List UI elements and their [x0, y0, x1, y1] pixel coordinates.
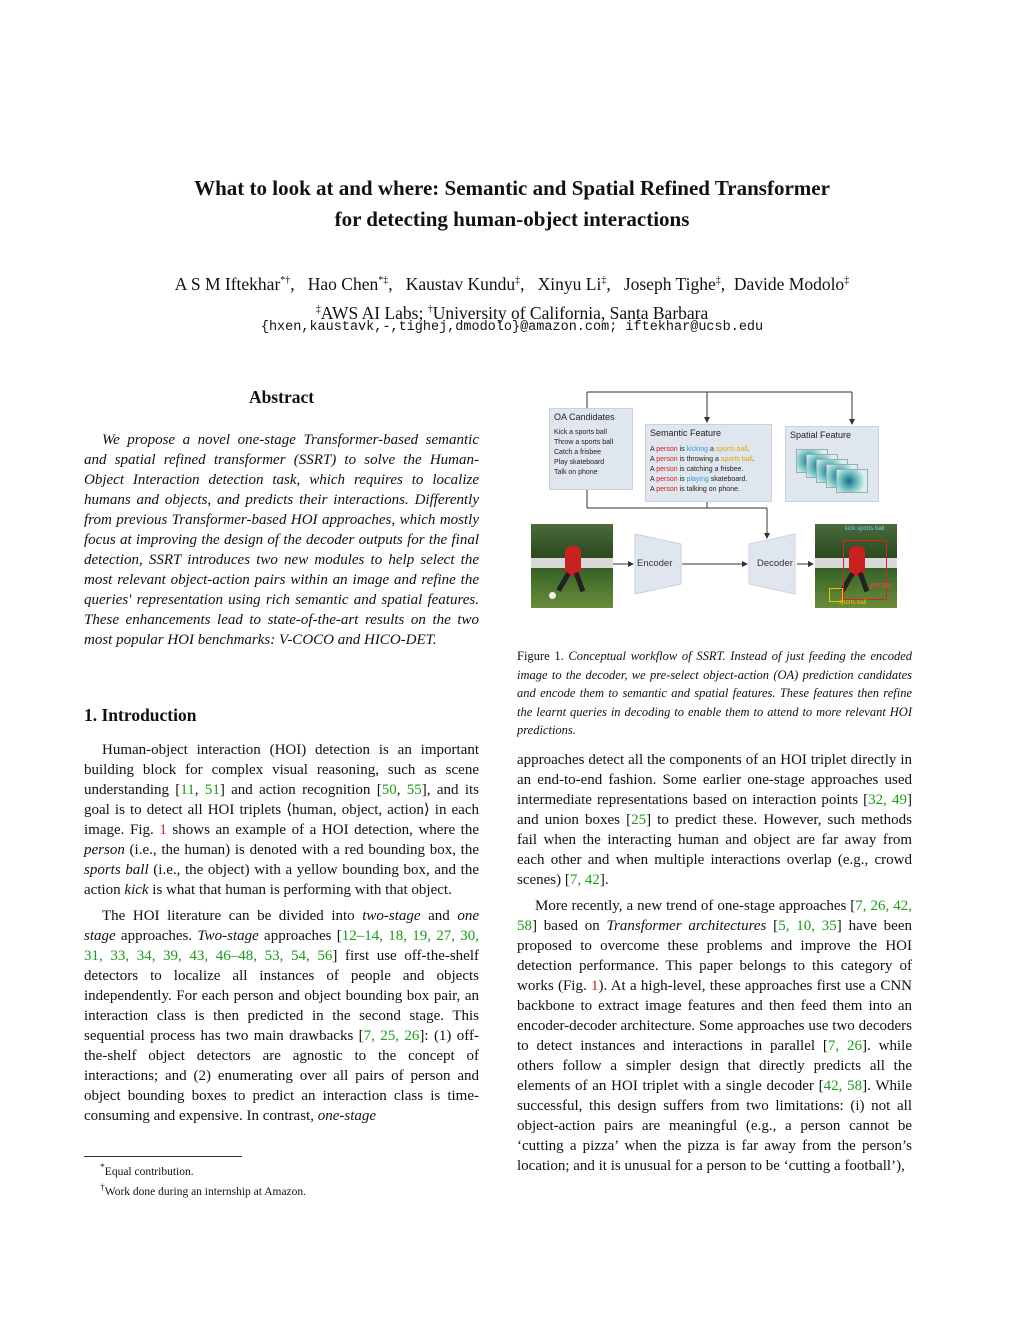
ball-icon	[549, 592, 556, 599]
oa-item: Talk on phone	[554, 469, 598, 476]
semantic-sentence: A person is throwing a sports ball.	[650, 456, 755, 463]
abstract-text: We propose a novel one-stage Transformer-based semantic and spatial refined transformer (SSRT) to solve the Human-Object Interaction detection task, which requires to localize humans and objects, and predicts their interactions. Differently from previous Transformer-based HOI approaches, which mostly focus at improving the design of the decoder outputs for the final detection, SSRT introduces two new modules to help select the most relevant object-action pairs within an image and refine the queries' representation using rich semantic and spatial features. These enhancements lead to state-of-the-art results on the two most popular HOI benchmarks: V-COCO and HICO-DET.	[84, 432, 479, 648]
action-label: kick sports ball	[845, 526, 885, 532]
right-paragraph-1: approaches detect all the components of an HOI triplet directly in an end-to-end fashion. Some earlier one-stage approaches used intermediate representations based on interaction points [32, 49] and union boxes [25] to predict these. However, such methods fail when the interacting human and object are far away from each other and when multiple interactions overlap (e.g., crowd scenes) [7, 42].	[517, 752, 912, 888]
oa-item: Throw a sports ball	[554, 439, 614, 446]
semantic-sentence: A person is kicking a sports ball.	[650, 446, 750, 453]
title-line-1: What to look at and where: Semantic and Spatial Refined Transformer	[194, 176, 830, 200]
intro-paragraph-2: The HOI literature can be divided into two-stage and one stage approaches. Two-stage approaches [12–14, 18, 19, 27, 30, 31, 33, 34, 39, 43, 46–48, 53, 54, 56] first use off-the-shelf detectors to localize all instances of people and objects independently. For each person and object bounding box pair, an interaction class is then predicted in the second stage. This sequential process has two main drawbacks [7, 25, 26]: (1) off-the-shelf object detectors are agnostic to the concept of interactions; and (2) enumerating over all pairs of person and object bounding boxes to predict an interaction class is time-consuming and expensive. In contrast, one-stage	[84, 908, 480, 1124]
citation-link[interactable]: 7, 26, 42, 58	[517, 898, 913, 934]
citation-links-two-stage[interactable]: 12–14, 18, 19, 27, 30, 31, 33, 34, 39, 43, 46–48, 53, 54, 56	[84, 928, 480, 964]
citation-link[interactable]: 7, 42	[569, 872, 600, 888]
heatmap-tile	[836, 469, 868, 493]
decoder-label: Decoder	[757, 558, 793, 569]
spatial-heatmap-stack	[796, 449, 872, 495]
abstract-heading: Abstract	[248, 387, 315, 407]
paper-title	[100, 173, 924, 235]
citation-link[interactable]: 55	[406, 782, 422, 798]
citation-link[interactable]: 50	[381, 782, 397, 798]
figure-1-workflow	[527, 388, 912, 613]
spatial-feature-panel	[785, 426, 879, 502]
author-names: A S M Iftekhar*†, Hao Chen*‡, Kaustav Kundu‡, Xinyu Li‡, Joseph Tighe‡, Davide Modolo‡	[174, 273, 850, 294]
figure-1-caption: Figure 1. Conceptual workflow of SSRT. Instead of just feeding the encoded image to the decoder, we pre-select object-action (OA) prediction candidates and encode them to semantic and spatial features. These features then refine the learnt queries in decoding to enable them to attend to more relevant HOI predictions.	[517, 649, 912, 737]
intro-column-left	[84, 740, 479, 1126]
citation-link[interactable]: 32, 49	[868, 792, 907, 808]
oa-item: Play skateboard	[554, 459, 605, 466]
footnote-2: †Work done during an internship at Amazon.	[100, 1181, 307, 1198]
figure-ref-link[interactable]: 1	[159, 822, 167, 838]
semantic-feature-sentences	[646, 441, 771, 499]
ball-label: sports ball	[839, 600, 867, 606]
oa-candidates-title: OA Candidates	[554, 412, 615, 422]
oa-item: Catch a frisbee	[554, 449, 602, 456]
semantic-sentence: A person is catching a frisbee.	[650, 466, 744, 473]
right-paragraph-2: More recently, a new trend of one-stage approaches [7, 26, 42, 58] based on Transformer architectures [5, 10, 35] have been proposed to overcome these problems and improve the HOI detection performance. This paper belongs to this category of works (Fig. 1). At a high-level, these approaches first use a CNN backbone to extract image features and then feed them into an encoder-decoder architecture. Some approaches use two decoders to detect instances and interactions in parallel [7, 26]. while others follow a simpler design that directly predicts all the elements of an HOI triplet with a single decoder [42, 58]. While successful, this design suffers from two limitations: (i) not all object-action pairs are meaningful (e.g., a person cannot be ‘cutting a pizza’ when the pizza is far away from the person’s location; and it is unusual for a person to be ‘cutting a football’),	[517, 898, 913, 1174]
semantic-sentence: A person is playing skateboard.	[650, 476, 748, 483]
semantic-feature-panel	[645, 424, 772, 502]
person-label: person	[871, 582, 893, 589]
citation-links-drawbacks[interactable]: 7, 25, 26	[363, 1028, 420, 1044]
footnote-1: *Equal contribution.	[100, 1162, 194, 1178]
semantic-sentence: A person is talking on phone.	[650, 486, 740, 493]
encoder-label: Encoder	[637, 558, 673, 569]
affiliations: ‡AWS AI Labs; †University of California, Santa Barbara	[315, 302, 709, 323]
input-image	[531, 524, 613, 608]
intro-column-right	[517, 750, 912, 1176]
output-image	[815, 524, 897, 608]
spatial-feature-title: Spatial Feature	[790, 430, 852, 440]
oa-candidates-list	[550, 425, 632, 481]
oa-item: Kick a sports ball	[554, 429, 607, 436]
person-bbox	[843, 540, 887, 600]
intro-paragraph-1: Human-object interaction (HOI) detection is an important building block for complex visual reasoning, such as scene understanding [11, 51] and action recognition [50, 55], and its goal is to detect all HOI triplets ⟨human, object, action⟩ in each image. Fig. 1 shows an example of a HOI detection, where the person (i.e., the human) is denoted with a red bounding box, the sports ball (i.e., the object) with a yellow bounding box, and the action kick is what that human is performing with that object.	[84, 742, 480, 898]
citation-link[interactable]: 25	[631, 812, 647, 828]
author-emails: {hxen,kaustavk,-,tighej,dmodolo}@amazon.com; iftekhar@ucsb.edu	[260, 320, 764, 335]
introduction-heading: 1. Introduction	[84, 705, 197, 725]
footnote-divider	[84, 1156, 242, 1157]
citation-link[interactable]: 42, 58	[823, 1078, 863, 1094]
author-list	[60, 268, 964, 326]
footnotes	[100, 1160, 306, 1200]
semantic-feature-title: Semantic Feature	[650, 428, 722, 438]
title-line-2: for detecting human-object interactions	[334, 207, 690, 231]
oa-candidates-panel	[549, 408, 633, 490]
citation-link[interactable]: 5, 10, 35	[778, 918, 837, 934]
citation-link[interactable]: 7, 26	[827, 1038, 863, 1054]
citation-link[interactable]: 11	[180, 782, 195, 798]
figure-ref-link[interactable]: 1	[591, 978, 599, 994]
citation-link[interactable]: 51	[204, 782, 220, 798]
